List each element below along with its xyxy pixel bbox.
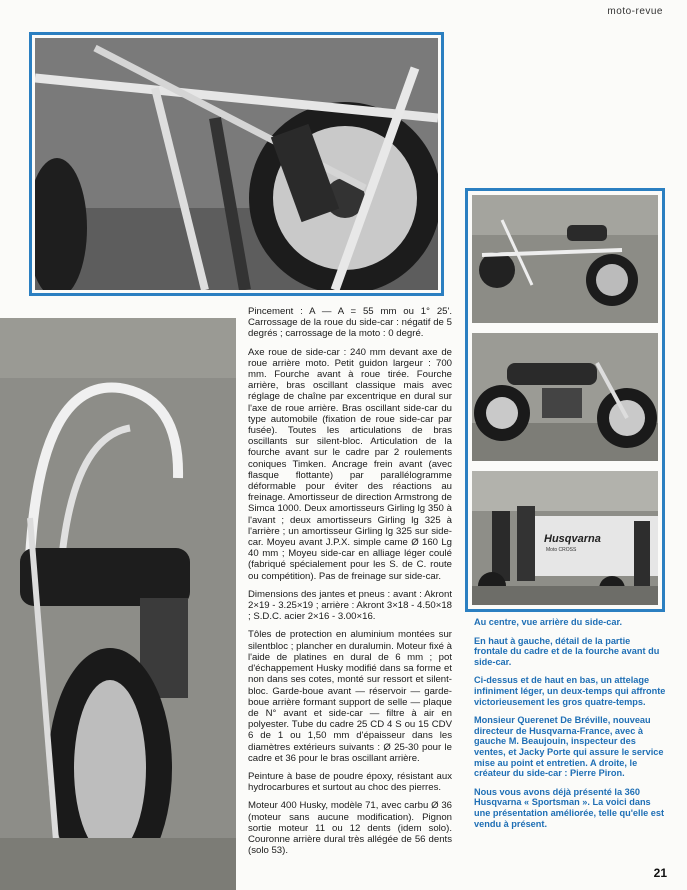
photo-team-with-van <box>472 471 658 605</box>
photo-frame-detail-border <box>29 32 444 296</box>
photo-husqvarna-motorcycle <box>472 333 658 461</box>
page-number: 21 <box>653 866 667 880</box>
caption: Nous vous avons déjà présenté la 360 Husqvarna « Sportsman ». La voici dans une présentation améliorée, telle qu'elle est vendu à présent. <box>474 786 665 829</box>
photo-sidecar-side <box>472 195 658 323</box>
body-paragraph: Axe roue de side-car : 240 mm devant axe de roue arrière moto. Petit guidon largeur : 700 mm. Fourche avant à roue tirée. Fourche arrière, bras oscillant classique mais avec réglage de chaîne par excentrique en dural sur l'axe de roue arrière. Bras oscillant side-car du type automobile (fixation de roue side-car par fusée). Toutes les articulations de bras oscillants sur silent-bloc. Articulation de la fourche avant sur le cadre par 2 roulements coniques Timken. Ancrage frein avant (avec flasque flottante) par parallélogramme déformable pour éviter des réactions au freinage. Amortisseur de direction Armstrong de Simca 1000. Deux amortisseurs Girling lg 350 à l'avant ; deux amortisseurs Girling lg 325 à l'arrière ; un amortisseur Girling lg 325 sur side-car. Moyeu avant J.P.X. simple came Ø 160 Lg 40 mm ; Moyeu side-car en alliage léger coulé (fabriqué spécialement pour les S. de C. route ou compétition). Pas de freinage sur side-car. <box>248 346 452 582</box>
van-sign-subtext: Moto CROSS <box>546 547 577 553</box>
magazine-header: moto-revue <box>607 6 663 17</box>
photo-captions <box>474 617 666 837</box>
van-sign-text: Husqvarna <box>544 533 601 545</box>
body-paragraph: Pincement : A — A = 55 mm ou 1° 25'. Carrossage de la roue du side-car : négatif de 5 degrés ; carrossage de la moto : 0 degré. <box>248 306 452 340</box>
body-paragraph: Peinture à base de poudre époxy, résistant aux hydrocarbures et surtout au choc des pierres. <box>248 770 452 794</box>
article-body <box>248 306 452 863</box>
caption: En haut à gauche, détail de la partie frontale du cadre et de la fourche avant du side-car. <box>474 635 660 667</box>
photo-sidecar-rear <box>0 318 236 890</box>
caption: Au centre, vue arrière du side-car. <box>474 617 623 627</box>
caption: Ci-dessus et de haut en bas, un attelage infiniment léger, un deux-temps qui affronte victorieusement les gros quatre-temps. <box>474 675 666 707</box>
caption: Monsieur Querenet De Bréville, nouveau directeur de Husqvarna-France, avec à gauche M. Beaujouin, inspecteur des ventes, et Jacky Porte qui assure le service mise au point et entretien. A droite, le créateur du side-car : Pierre Piron. <box>474 715 664 779</box>
body-paragraph: Dimensions des jantes et pneus : avant : Akront 2×19 - 3.25×19 ; arrière : Akront 3×18 - 4.50×18 ; S.D.C. acier 2×16 - 3.00×16. <box>248 588 452 623</box>
body-paragraph: Tôles de protection en aluminium montées sur silentbloc ; plancher en duralumin. Moteur fixé à l'aide de platines en dural de 6 mm ; pot d'échappement Husky modifié dans sa forme et non dans ses cotes, monté sur ressort et silent-bloc. Garde-boue avant — réservoir — garde-boue arrière formant support de selle — plaque de N° avant et side-car — filtre à air en polyester. Tube du cadre 25 CD 4 S ou 15 CDV 6 de 1 ou 1,50 mm d'épaisseur dans les diamètres extérieurs suivants : Ø 25-30 pour le cadre et 36 pour le bras oscillant arrière. <box>248 629 452 764</box>
body-paragraph: Moteur 400 Husky, modèle 71, avec carbu Ø 36 (moteur sans aucune modification). Pignon sortie moteur 11 ou 12 dents (idem solo). Couronne arrière dural très allégée de 56 dents (solo 53). <box>248 800 452 857</box>
